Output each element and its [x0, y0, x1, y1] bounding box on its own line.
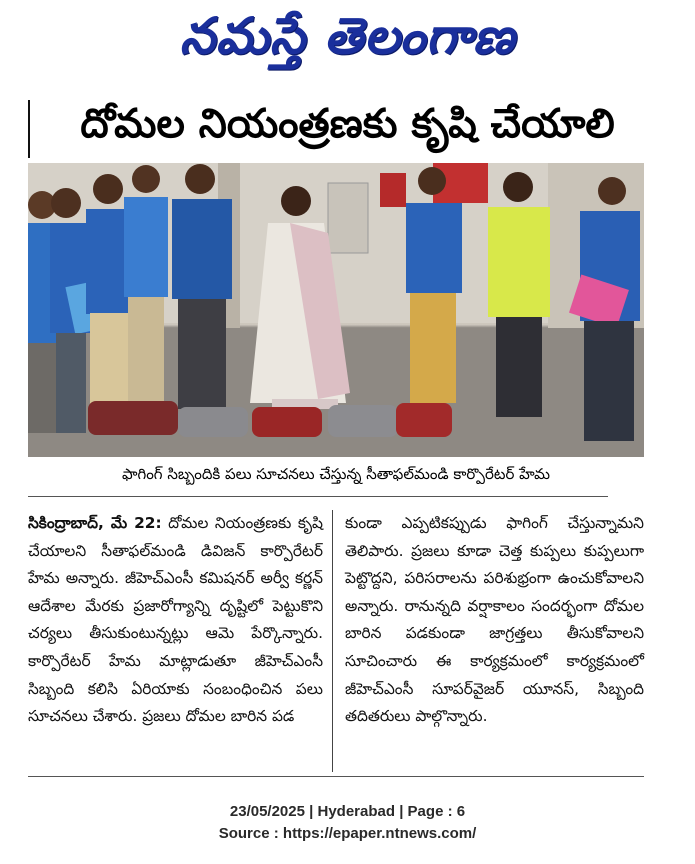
masthead [0, 2, 695, 82]
article-dateline: సికింద్రాబాద్, మే 22: [28, 514, 162, 532]
article-photo [28, 163, 644, 457]
article-column-right-text: కుండా ఎప్పటికప్పుడు ఫాగింగ్ చేస్తున్నామని తెలిపారు. ప్రజలు కూడా చెత్త కుప్పలు కుప్పలుగా పెట్టొద్దని, పరిసరాలను పరిశుభ్రంగా ఉంచుకోవాలని అన్నారు. రానున్నది వర్షాకాలం సందర్భంగా దోమల బారిన పడకుండా జాగ్రత్తలు తీసుకోవాలని సూచించారు ఈ కార్యక్రమంలో కార్యక్రమంలో జీహెచ్‌ఎంసీ సూపర్‌వైజర్ యూనస్, సిబ్బంది తదితరులు పాల్గొన్నారు. [345, 514, 644, 726]
article-column-left [28, 510, 333, 772]
caption-rule [28, 496, 608, 497]
footer-rule [28, 776, 644, 777]
photo-caption: ఫాగింగ్ సిబ్బందికి పలు సూచనలు చేస్తున్న సీతాఫల్‌మండి కార్పొరేటర్ హేమ [121, 465, 551, 483]
article-column-right [333, 510, 644, 772]
article-body [28, 510, 644, 772]
footer-edition: 23/05/2025 | Hyderabad | Page : 6 [229, 803, 466, 820]
footer-source: Source : https://epaper.ntnews.com/ [218, 825, 477, 842]
article-headline: దోమల నియంత్రణకు కృషి చేయాలి [80, 101, 615, 147]
masthead-logo: నమస్తే తెలంగాణ [179, 6, 516, 65]
article-column-left-text: దోమల నియంత్రణకు కృషి చేయాలని సీతాఫల్‌మండి డివిజన్ కార్పొరేటర్ హేమ అన్నారు. జీహెచ్‌ఎంసీ కమిషనర్ అర్వీ కర్ణన్ ఆదేశాల మేరకు ప్రజారోగ్యాన్ని దృష్టిలో పెట్టుకొని చర్యలు తీసుకుంటున్నట్లు ఆమె పేర్కొన్నారు. కార్పొరేటర్ హేమ మాట్లాడుతూ జీహెచ్‌ఎంసీ సిబ్బంది కలిసి ఏరియాకు సంబంధించిన పలు సూచనలు చేశారు. ప్రజలు దోమల బారిన పడ [28, 514, 323, 726]
